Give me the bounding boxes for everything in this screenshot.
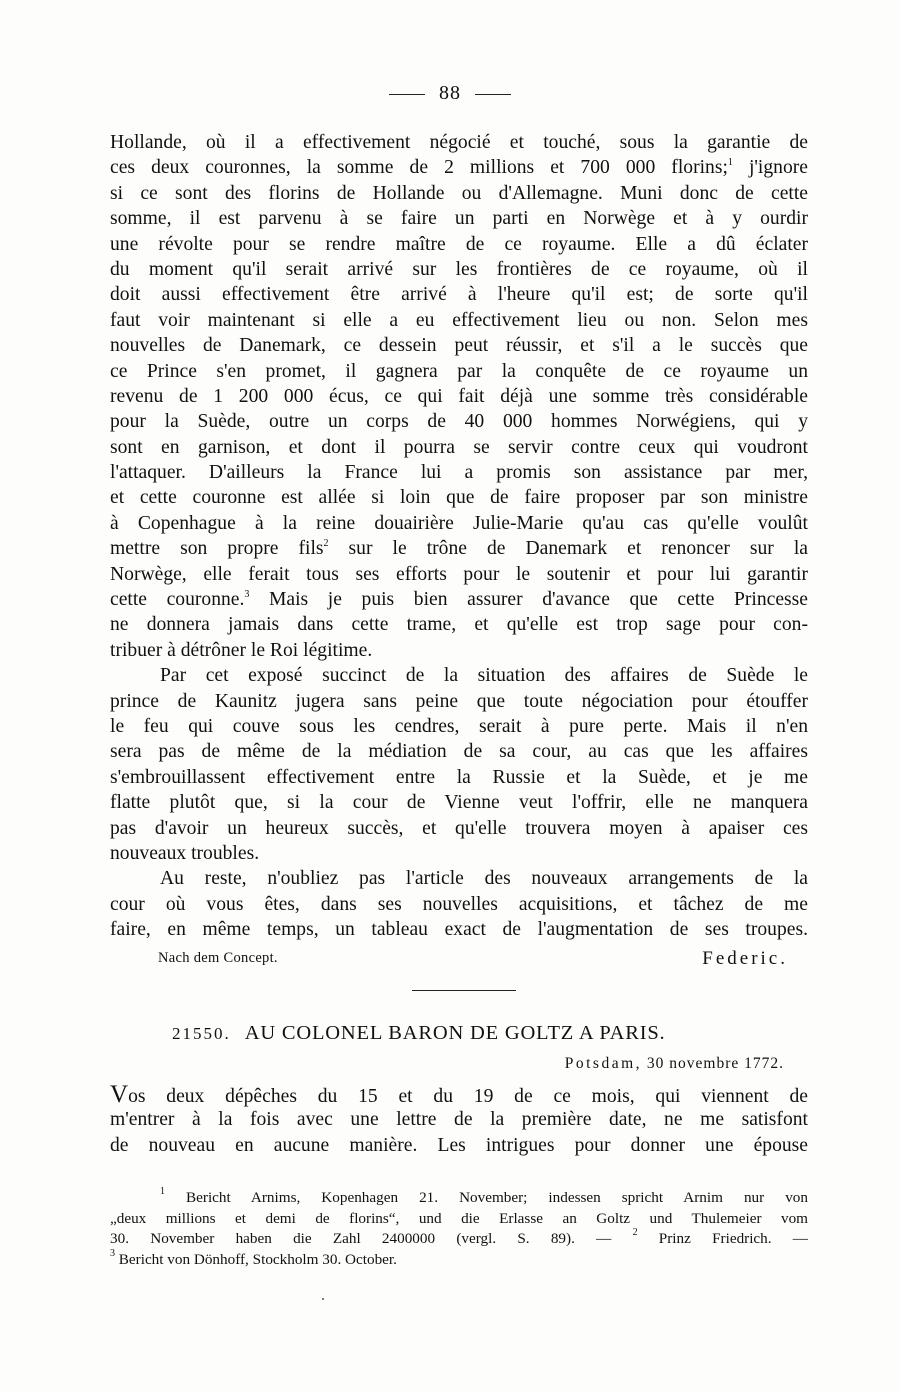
text-line: [110, 181, 808, 206]
text-run: flatte plutôt que, si la cour de Vienne veut l'offrir, elle ne manquera: [110, 792, 808, 814]
text-line: [110, 511, 808, 536]
letter-line: [110, 1082, 808, 1107]
text-run: Au reste, n'oubliez pas l'article des nouveaux arrangements de la: [160, 868, 808, 890]
text-line: [110, 359, 808, 384]
text-run: à Copenhague à la reine douairière Julie-Marie qu'au cas qu'elle voulût: [110, 512, 808, 534]
text-line: [110, 917, 808, 942]
text-run: si ce sont des florins de Hollande ou d'Allemagne. Muni donc de cette: [110, 182, 808, 204]
text-line: [110, 435, 808, 460]
text-line: [110, 816, 808, 841]
text-run: m'entrer à la fois avec une lettre de la première date, ne me satisfont: [110, 1109, 808, 1131]
text-run: Par cet exposé succinct de la situation des affaires de Suède le: [160, 665, 808, 687]
signer-name: Federic.: [702, 948, 788, 969]
text-run: nouvelles de Danemark, ce dessein peut réussir, et s'il a le succès que: [110, 335, 808, 357]
text-line: [110, 282, 808, 307]
header-dash-right: [475, 94, 511, 95]
text-run: tribuer à détrôner le Roi légitime.: [110, 639, 373, 661]
text-run: cette couronne.: [110, 589, 245, 611]
text-line: [110, 409, 808, 434]
letter-dateline: [565, 1055, 784, 1073]
text-run: 30. November haben die Zahl 2400000 (vergl. S. 89). —: [110, 1230, 633, 1248]
text-run: Hollande, où il a effectivement négocié et touché, sous la garantie de: [110, 132, 808, 153]
paper-speck: [322, 1298, 324, 1300]
text-run: mettre son propre fils: [110, 538, 324, 560]
text-run: et cette couronne est allée si loin que de faire proposer par son ministre: [110, 487, 808, 509]
text-line: [110, 130, 808, 155]
header-dash-left: [389, 94, 425, 95]
text-run: prince de Kaunitz jugera sans peine que toute négociation pour étouffer: [110, 690, 808, 712]
text-line: [110, 739, 808, 764]
text-line: [110, 206, 808, 231]
text-run: doit aussi effectivement être arrivé à l'heure qu'il est; de sorte qu'il: [110, 284, 808, 306]
text-line: [110, 308, 808, 333]
text-run: Bericht Arnims, Kopenhagen 21. November; indessen spricht Arnim nur von: [165, 1189, 808, 1206]
text-run: de nouveau en aucune manière. Les intrigues pour donner une épouse: [110, 1134, 808, 1156]
text-run: sera pas de même de la médiation de sa cour, au cas que les affaires: [110, 741, 808, 763]
letter-text: [110, 1082, 808, 1158]
page-number: 88: [439, 82, 461, 104]
text-run: pas d'avoir un heureux succès, et qu'elle trouvera moyen à apaiser ces: [110, 817, 808, 839]
text-line: [110, 155, 808, 180]
text-run: le feu qui couve sous les cendres, serait à pure perte. Mais il n'en: [110, 715, 808, 737]
text-run: revenu de 1 200 000 écus, ce qui fait déjà une somme très considérable: [110, 385, 808, 407]
text-run: nouveaux troubles.: [110, 842, 260, 864]
footnotes: [110, 1188, 808, 1270]
text-run: Prinz Friedrich. —: [637, 1230, 808, 1248]
letter-title: AU COLONEL BARON DE GOLTZ A PARIS.: [244, 1022, 666, 1044]
text-line: [110, 892, 808, 917]
section-divider: [412, 990, 516, 991]
text-line: [110, 714, 808, 739]
text-run: s'embrouillassent effectivement entre la Russie et la Suède, et je me: [110, 766, 808, 788]
text-run: l'attaquer. D'ailleurs la France lui a promis son assistance par mer,: [110, 462, 808, 484]
text-line: [110, 257, 808, 282]
footnote-ref: 2: [323, 538, 329, 550]
text-run: ces deux couronnes, la somme de 2 millions et 700 000 florins;: [110, 157, 728, 179]
text-run: sont en garnison, et dont il pourra se servir contre ceux qui voudront: [110, 436, 808, 458]
text-run: faut voir maintenant si elle a eu effectivement lieu ou non. Selon mes: [110, 309, 808, 331]
text-line: [110, 638, 808, 663]
footnote-line: [110, 1188, 808, 1209]
footnote-ref: 1: [727, 157, 733, 169]
text-run: du moment qu'il serait arrivé sur les frontières de ce royaume, où il: [110, 258, 808, 280]
text-line: [110, 790, 808, 815]
footnote-line: [110, 1209, 808, 1230]
text-run: cour où vous êtes, dans ses nouvelles acquisitions, et tâchez de me: [110, 893, 808, 915]
text-run: „deux millions et demi de florins“, und die Erlasse an Goltz und Thulemeier vom: [110, 1209, 808, 1227]
footnote-marker: 1: [160, 1186, 165, 1197]
source-note: Nach dem Concept.: [158, 950, 278, 966]
text-run: une révolte pour se rendre maître de ce royaume. Elle a dû éclater: [110, 233, 808, 255]
text-line: [110, 536, 808, 561]
text-run: os deux dépêches du 15 et du 19 de ce mois, qui viennent de: [128, 1086, 808, 1107]
text-line: [110, 663, 808, 688]
footnote-marker: 3: [110, 1247, 115, 1259]
drop-cap: V: [110, 1081, 129, 1108]
text-run: somme, il est parvenu à se faire un parti en Norwège et à y ourdir: [110, 208, 808, 230]
text-run: sur le trône de Danemark et renoncer sur la: [328, 538, 808, 560]
footnote-line: [110, 1229, 808, 1250]
text-run: Bericht von Dönhoff, Stockholm 30. October.: [115, 1250, 397, 1268]
text-run: ne donnera jamais dans cette trame, et qu'elle est trop sage pour con-: [110, 614, 808, 636]
main-text: [110, 130, 808, 943]
text-line: [110, 866, 808, 891]
footnote-ref: 3: [244, 589, 250, 601]
text-run: ce Prince s'en promet, il gagnera par la conquête de ce royaume un: [110, 360, 808, 382]
text-run: Mais je puis bien assurer d'avance que cette Princesse: [249, 589, 808, 611]
text-run: pour la Suède, outre un corps de 40 000 hommes Norwégiens, qui y: [110, 411, 808, 433]
signature-row: [158, 948, 788, 972]
footnote-ref: 2: [632, 1227, 638, 1239]
letter-line: [110, 1133, 808, 1158]
text-line: [110, 587, 808, 612]
text-line: [110, 841, 808, 866]
text-line: [110, 384, 808, 409]
letter-heading: [172, 1022, 665, 1045]
text-line: [110, 612, 808, 637]
letter-place: Potsdam,: [564, 1055, 643, 1072]
text-run: Norwège, elle ferait tous ses efforts pour le soutenir et pour lui garantir: [110, 563, 808, 585]
page-header: [0, 82, 900, 105]
text-line: [110, 689, 808, 714]
text-line: [110, 460, 808, 485]
text-line: [110, 333, 808, 358]
letter-number: 21550.: [172, 1024, 231, 1043]
text-run: j'ignore: [732, 157, 808, 179]
text-line: [110, 765, 808, 790]
letter-date: 30 novembre 1772.: [646, 1055, 784, 1072]
text-run: faire, en même temps, un tableau exact de l'augmentation de ses troupes.: [110, 919, 808, 941]
text-line: [110, 562, 808, 587]
text-line: [110, 232, 808, 257]
text-line: [110, 485, 808, 510]
footnote-line: [110, 1247, 808, 1271]
letter-line: [110, 1107, 808, 1132]
